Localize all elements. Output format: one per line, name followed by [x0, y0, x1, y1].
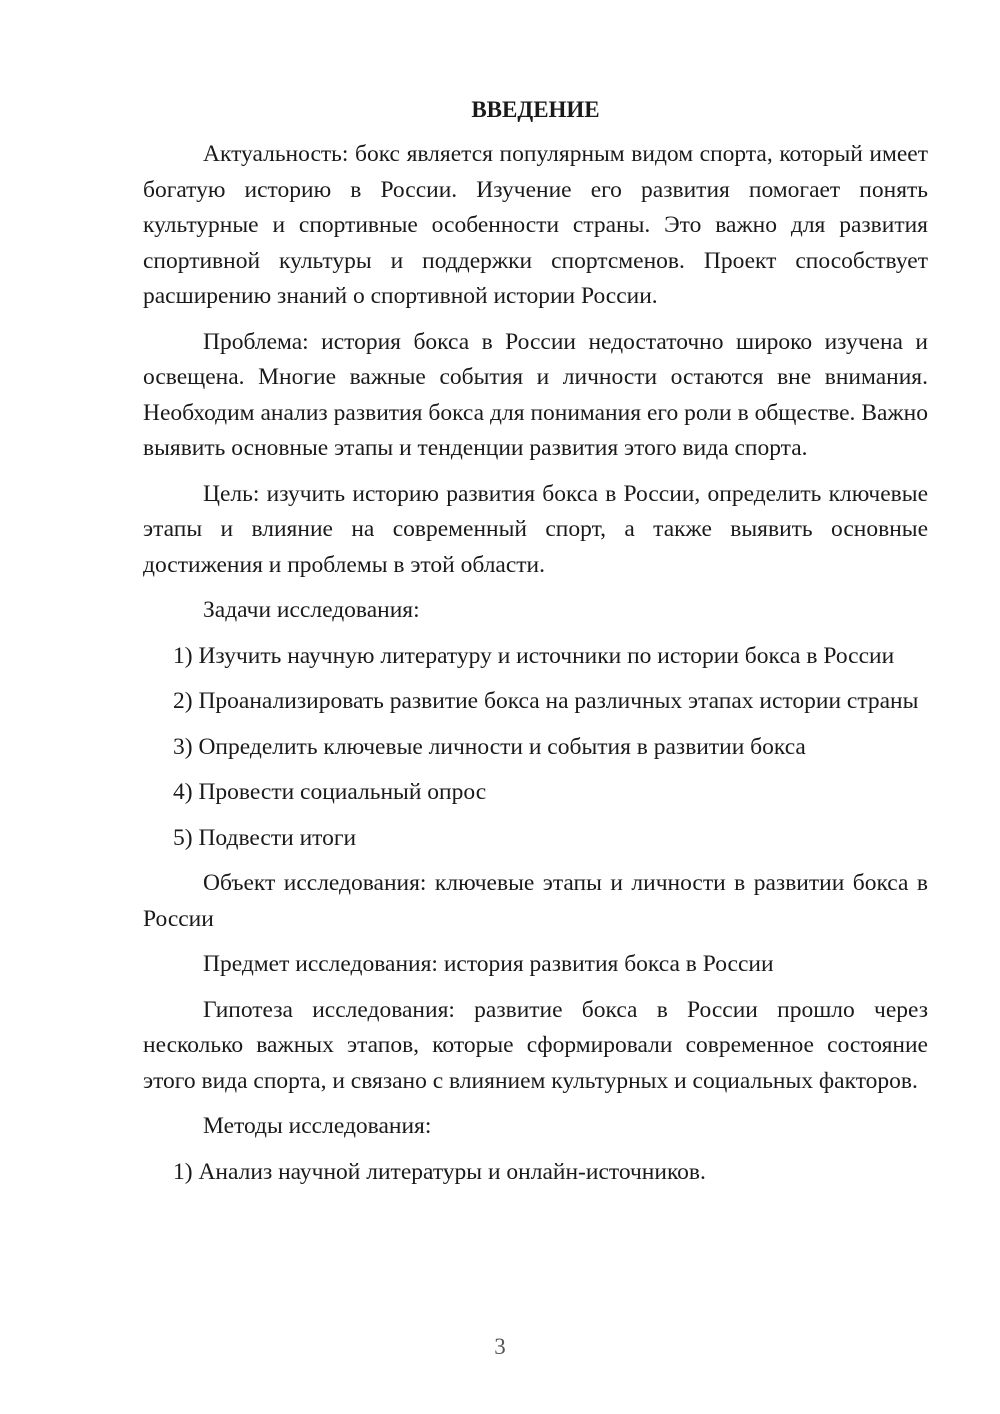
object-paragraph: Объект исследования: ключевые этапы и личности в развитии бокса в России — [143, 870, 928, 932]
problem-paragraph: Проблема: история бокса в России недостаточно широко изучена и освещена. Многие важные события и личности остаются вне внимания. Необходим анализ развития бокса для понимания его роли в обществе. Важно выявить основные этапы и тенденции развития этого вида спорта. — [143, 328, 928, 461]
method-item: 1) Анализ научной литературы и онлайн-источников. — [173, 1158, 706, 1185]
relevance-paragraph: Актуальность: бокс является популярным видом спорта, который имеет богатую историю в России. Изучение его развития помогает понять культурные и спортивные особенности страны. Это важно для развития спортивной культуры и поддержки спортсменов. Проект способствует расширению знаний о спортивной истории России. — [143, 141, 928, 309]
task-item: 2) Проанализировать развитие бокса на различных этапах истории страны — [173, 688, 919, 714]
task-item: 4) Провести социальный опрос — [173, 779, 487, 805]
section-title: ВВЕДЕНИЕ — [471, 97, 600, 122]
tasks-heading: Задачи исследования: — [203, 597, 420, 623]
task-item: 1) Изучить научную литературу и источники по истории бокса в России — [173, 642, 895, 669]
hypothesis-paragraph: Гипотеза исследования: развитие бокса в России прошло через несколько важных этапов, которые сформировали современное состояние этого вида спорта, и связано с влиянием культурных и социальных факторов. — [143, 996, 928, 1094]
document-page — [143, 92, 928, 1200]
page-number: 3 — [494, 1334, 506, 1359]
subject-paragraph: Предмет исследования: история развития бокса в России — [203, 951, 774, 977]
task-item: 5) Подвести итоги — [173, 824, 357, 851]
goal-paragraph: Цель: изучить историю развития бокса в России, определить ключевые этапы и влияние на современный спорт, а также выявить основные достижения и проблемы в этой области. — [143, 480, 928, 578]
methods-heading: Методы исследования: — [203, 1113, 432, 1139]
task-item: 3) Определить ключевые личности и события в развитии бокса — [173, 733, 806, 760]
